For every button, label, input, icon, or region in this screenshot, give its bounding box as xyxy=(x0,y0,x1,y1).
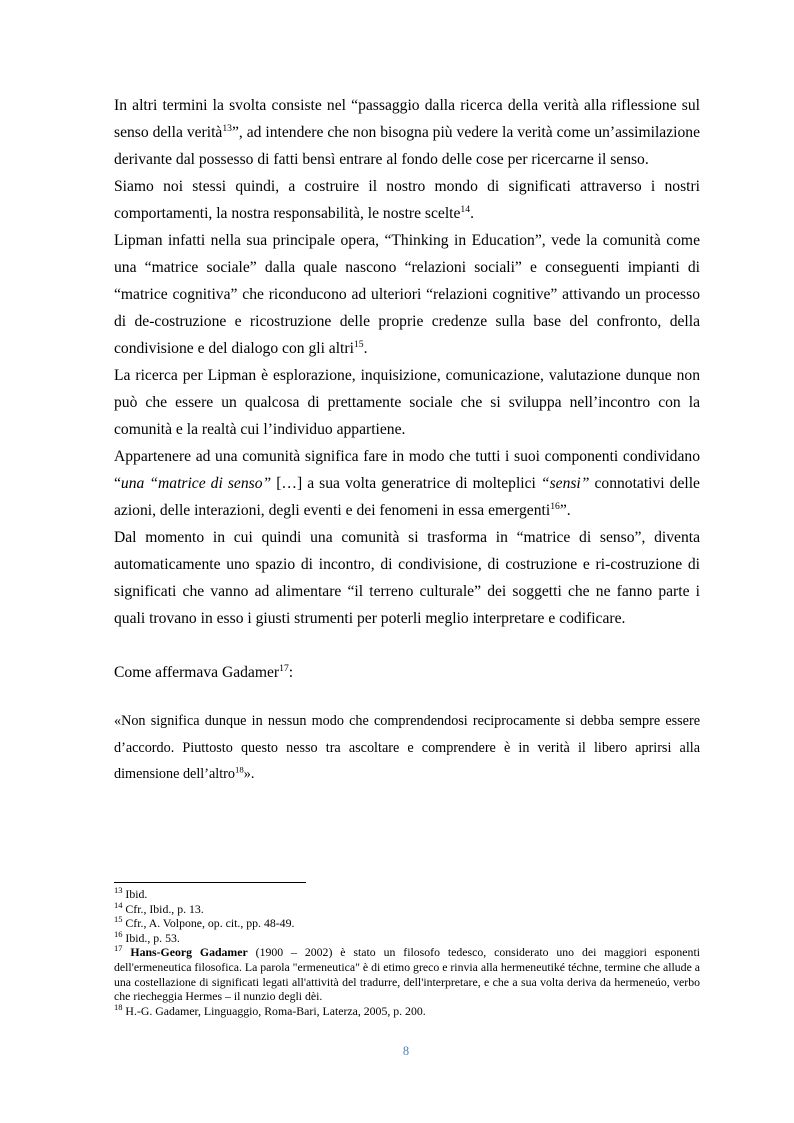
paragraph-lipman-matrix xyxy=(114,227,700,362)
paragraph-text: . xyxy=(470,205,474,222)
paragraph-text: In altri termini la svolta consiste nel “passaggio dalla ricerca della verità alla riflessione sul senso della verità xyxy=(114,97,700,141)
footnote-number: 18 xyxy=(114,1001,123,1012)
paragraph-matrix-of-sense: Dal momento in cui quindi una comunità si trasforma in “matrice di senso”, diventa automaticamente uno spazio di incontro, di condivisione, di costruzione e ri-costruzione di significati che vanno ad alimentare “il terreno culturale” dei soggetti che ne fanno parte i quali trovano in esso i giusti strumenti per poterli meglio interpretare e codificare. xyxy=(114,529,700,627)
paragraph-meanings xyxy=(114,173,700,227)
footnote-17 xyxy=(114,945,700,1003)
paragraph-text: connotativi delle azioni, delle interazioni, degli eventi e dei fenomeni in essa emergenti xyxy=(114,475,700,519)
footnote-text: Ibid., p. 53. xyxy=(122,930,180,945)
footnote-text: Cfr., Ibid., p. 13. xyxy=(122,901,204,916)
footnote-text: H.-G. Gadamer, Linguaggio, Roma-Bari, Laterza, 2005, p. 200. xyxy=(122,1003,426,1018)
footnote-text: (1900 – 2002) è stato un filosofo tedesco, considerato uno dei maggiori esponenti dell'ermeneutica filosofica. La parola "ermeneutica" è di etimo greco e rinvia alla hermeneutiké téchne, termine che allude a una costellazione di significati legati all'attività del tradurre, dell'interpretare, e che a sua volta deriva da hermeneúo, verbo che riecheggia Hermes – il nunzio degli dèi. xyxy=(114,945,701,1004)
footnote-ref-17[interactable]: 17 xyxy=(279,662,289,674)
paragraph-text: Appartenere ad una comunità significa fare in modo che tutti i suoi componenti condividano “ xyxy=(114,448,700,492)
paragraph-text: […] a sua volta generatrice di molteplici xyxy=(271,475,541,492)
footnote-number: 17 xyxy=(114,943,123,954)
footnote-number: 15 xyxy=(114,914,123,925)
page-number: 8 xyxy=(402,1044,410,1058)
paragraph-text: ”. xyxy=(559,502,571,519)
paragraph-truth-sense xyxy=(114,92,700,173)
paragraph-text: ”, ad intendere che non bisogna più vedere la verità come un’assimilazione derivante dal possesso di fatti bensì entrare al fondo delle cose per ricercarne il senso. xyxy=(114,124,700,168)
footnote-text: Cfr., A. Volpone, op. cit., pp. 48-49. xyxy=(122,916,295,931)
footnotes xyxy=(114,887,700,1018)
paragraph-lipman-research: La ricerca per Lipman è esplorazione, inquisizione, comunicazione, valutazione dunque non può che essere un qualcosa di prettamente sociale che si sviluppa nell’incontro con la comunità e la realtà cui l’individuo appartiene. xyxy=(114,367,700,438)
footnote-ref-13[interactable]: 13 xyxy=(222,122,232,134)
footnote-ref-15[interactable]: 15 xyxy=(353,338,364,350)
italic-phrase: una “matrice di senso” xyxy=(120,475,272,492)
paragraph-text: : xyxy=(288,664,294,681)
block-quote xyxy=(114,708,700,788)
quote-text: «Non significa dunque in nessun modo che comprendendosi reciprocamente si debba sempre essere d’accordo. Piuttosto questo nesso tra ascoltare e comprendere è in verità il libero aprirsi alla dimensione dell’altro xyxy=(114,713,700,782)
paragraph-spacer xyxy=(114,632,700,659)
footnote-bold-name: Hans-Georg Gadamer xyxy=(130,945,248,960)
footnote-15 xyxy=(114,916,700,931)
quote-text: ». xyxy=(243,766,255,782)
footnote-16 xyxy=(114,928,700,946)
quote-spacer xyxy=(114,686,700,708)
footnote-number: 16 xyxy=(114,928,123,939)
footnote-ref-18[interactable]: 18 xyxy=(234,764,244,775)
paragraph-gadamer-intro xyxy=(114,659,700,686)
footnote-number: 14 xyxy=(114,899,123,910)
paragraph-text: Come affermava Gadamer xyxy=(114,664,280,681)
paragraph-community xyxy=(114,443,700,524)
footnote-14 xyxy=(114,899,700,917)
body-text xyxy=(114,92,700,788)
footnote-separator xyxy=(114,882,306,883)
footnote-ref-16[interactable]: 16 xyxy=(550,500,560,512)
footnote-text: Ibid. xyxy=(122,887,148,901)
paragraph-text: Lipman infatti nella sua principale opera, “Thinking in Education”, vede la comunità come una “matrice sociale” dalla quale nascono “relazioni sociali” e conseguenti impianti di “matrice cognitiva” che riconducono ad ulteriori “relazioni cognitive” attivando un processo di de-costruzione e ricostruzione delle proprie credenze sulla base del confronto, della condivisione e del dialogo con gli altri xyxy=(114,232,700,357)
footnote-number: 13 xyxy=(114,885,123,896)
paragraph-text: . xyxy=(363,340,368,357)
paragraph-text: Siamo noi stessi quindi, a costruire il nostro mondo di significati attraverso i nostri comportamenti, la nostra responsabilità, le nostre scelte xyxy=(114,178,700,222)
footnote-18 xyxy=(114,1001,700,1019)
footnote-13 xyxy=(114,887,700,902)
footnote-ref-14[interactable]: 14 xyxy=(460,203,471,215)
italic-phrase: “sensi” xyxy=(540,475,590,492)
